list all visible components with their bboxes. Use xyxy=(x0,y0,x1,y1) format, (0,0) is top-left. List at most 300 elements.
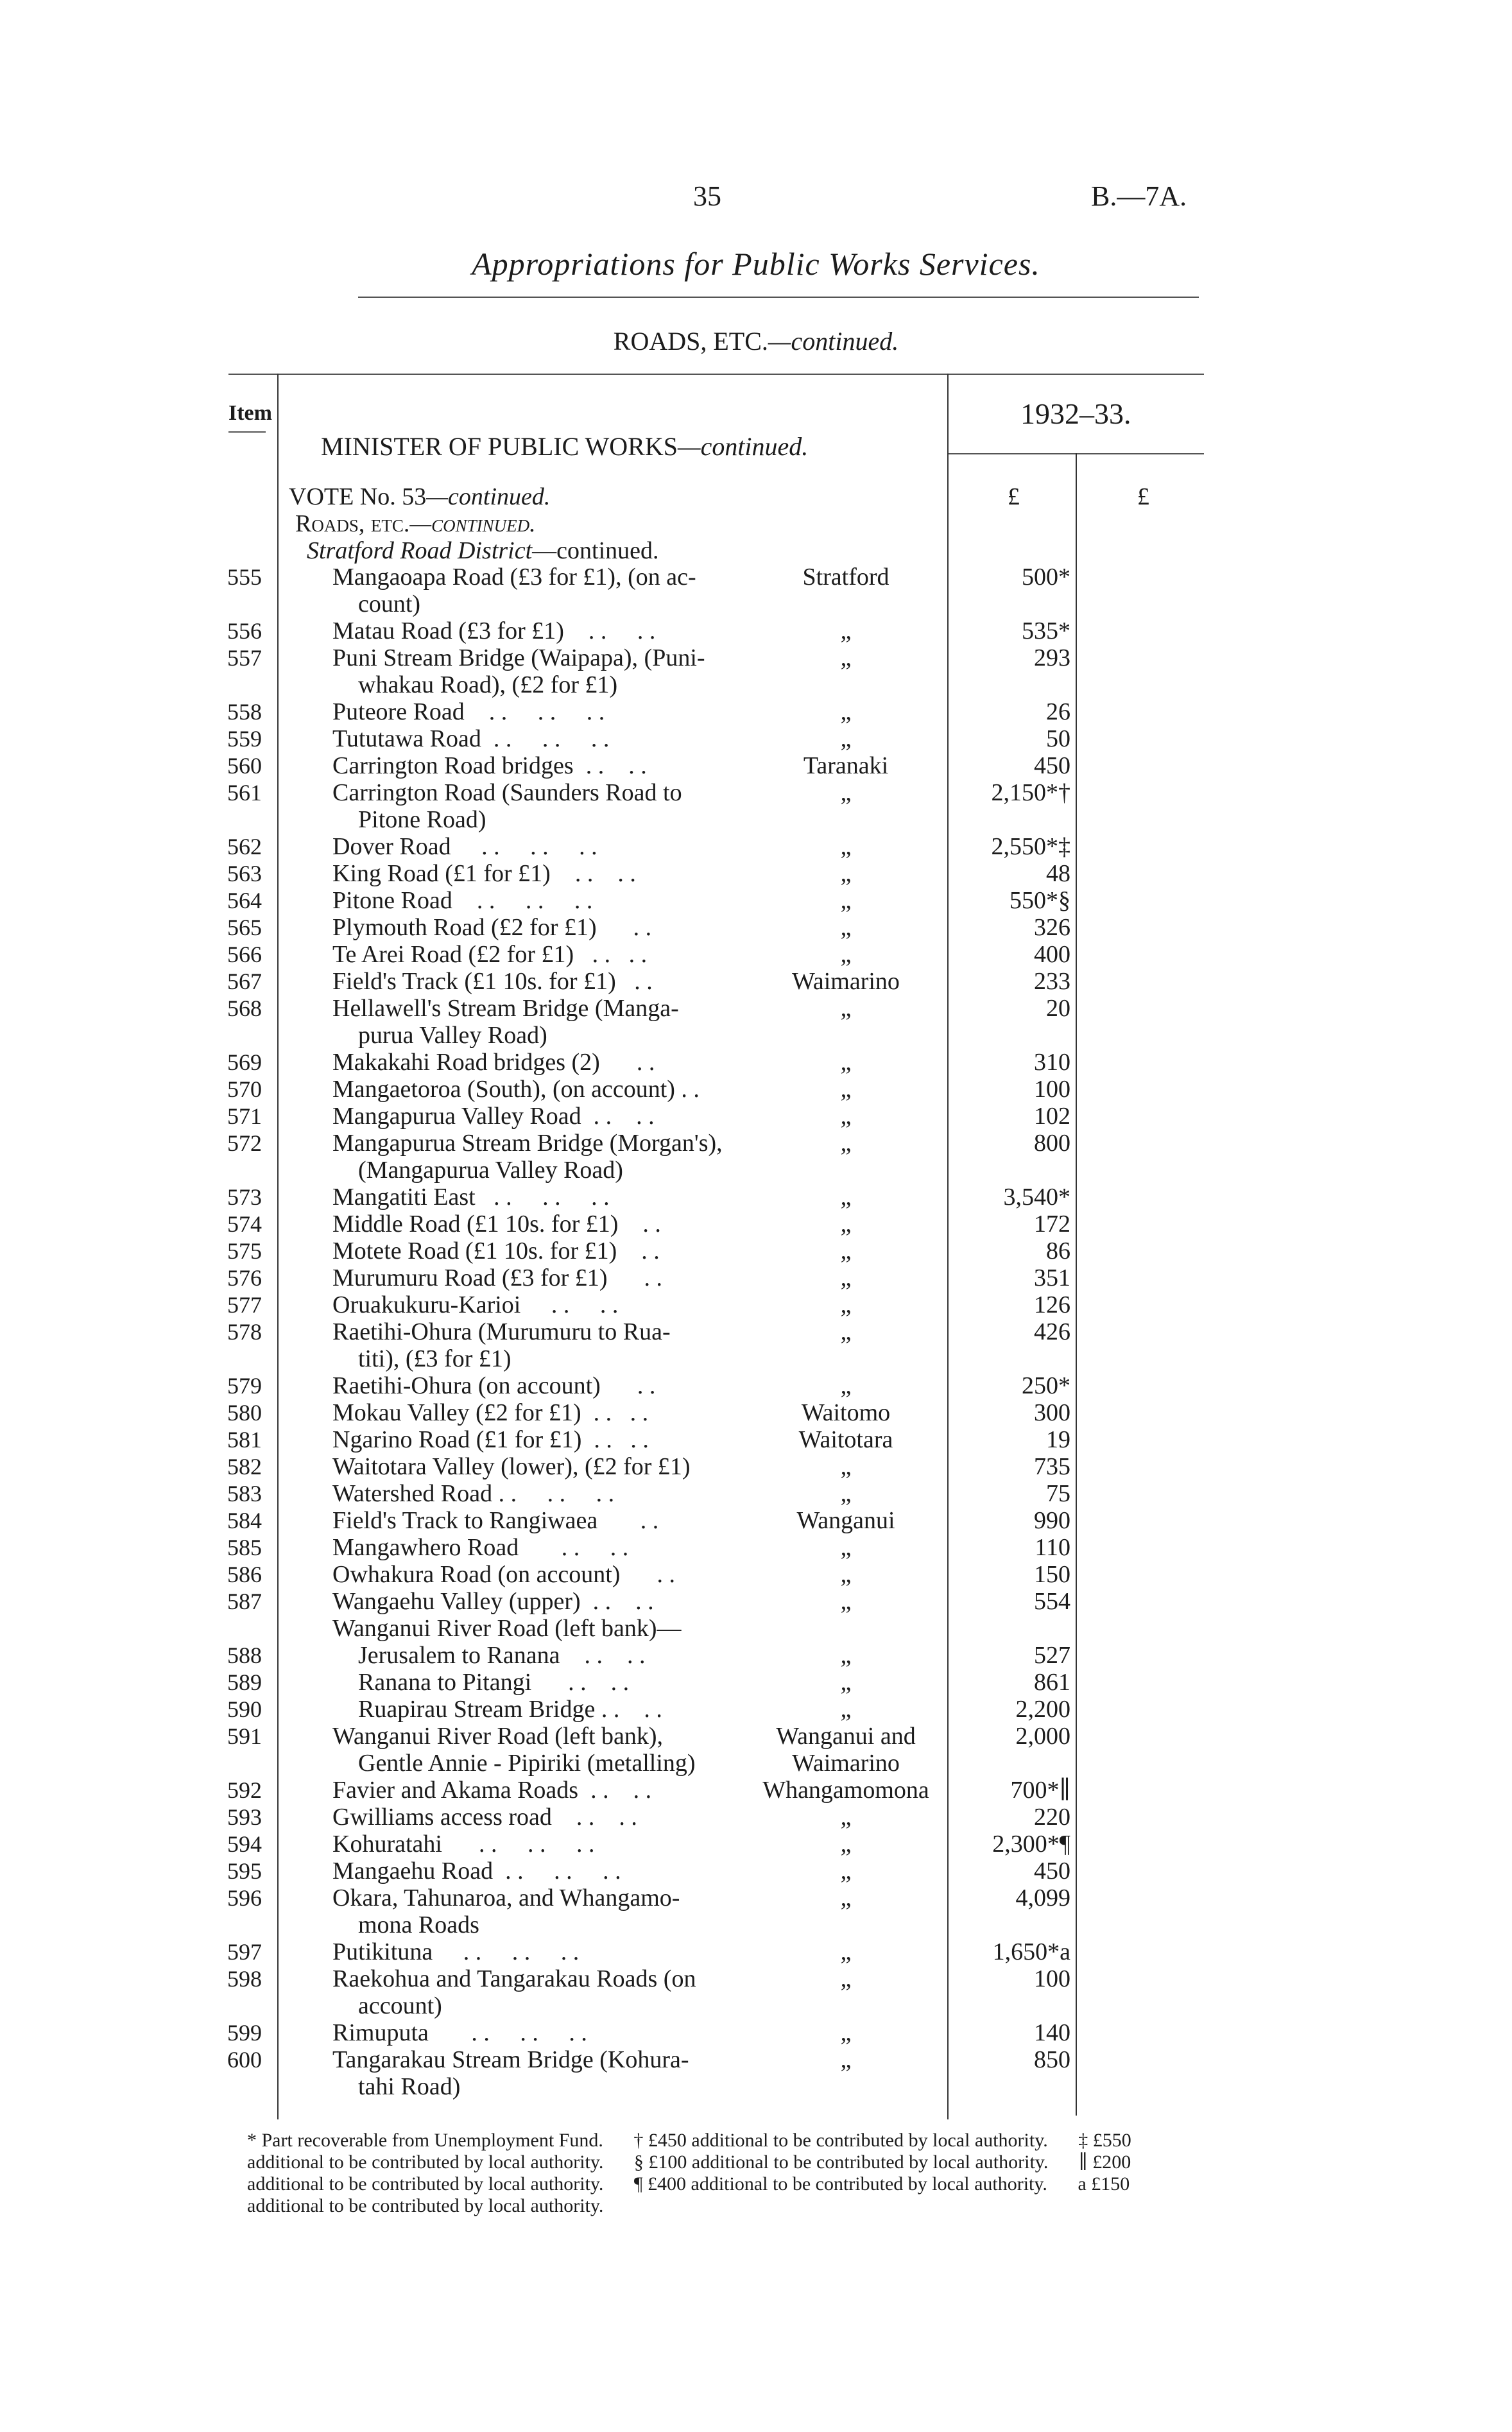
item-number: 575 xyxy=(227,1238,262,1264)
item-amount: 2,550*‡ xyxy=(991,833,1070,860)
table-row xyxy=(0,1049,1512,1076)
description-line: King Road (£1 for £1) . . . . xyxy=(332,860,636,887)
table-row xyxy=(0,1723,1512,1777)
item-amount: 426 xyxy=(1034,1318,1070,1345)
item-district xyxy=(756,1049,936,1076)
item-description xyxy=(332,1130,756,1184)
header-year: 1932–33. xyxy=(1020,397,1131,430)
description-line: Motete Road (£1 10s. for £1) . . xyxy=(332,1238,660,1264)
section-suffix: —continued. xyxy=(768,327,899,356)
item-number: 570 xyxy=(227,1076,262,1102)
item-amount: 550*§ xyxy=(1009,887,1070,914)
table-row xyxy=(0,1184,1512,1211)
item-district xyxy=(756,1103,936,1130)
table-row xyxy=(0,2019,1512,2046)
district-line: „ xyxy=(840,1669,852,1696)
item-number: 591 xyxy=(227,1723,262,1749)
table-row xyxy=(0,617,1512,644)
district-line: Waitomo xyxy=(801,1399,891,1426)
table-row xyxy=(0,1696,1512,1723)
item-district xyxy=(756,887,936,914)
description-line: Ngarino Road (£1 for £1) . . . . xyxy=(332,1426,649,1453)
district-line: Waitotara xyxy=(798,1426,893,1453)
item-district xyxy=(756,698,936,725)
description-line: Jerusalem to Ranana . . . . xyxy=(358,1642,646,1669)
district-line: „ xyxy=(840,1938,852,1965)
item-number: 581 xyxy=(227,1427,262,1453)
table-row xyxy=(0,1831,1512,1858)
item-description xyxy=(332,941,756,968)
item-number: 559 xyxy=(227,726,262,752)
pound-column-2: £ xyxy=(1137,483,1149,510)
item-amount: 20 xyxy=(1046,995,1070,1022)
item-description xyxy=(332,1238,756,1264)
table-row xyxy=(0,860,1512,887)
table-row xyxy=(0,1965,1512,2019)
item-amount: 2,200 xyxy=(1015,1696,1070,1723)
item-amount: 100 xyxy=(1034,1076,1070,1103)
table-row xyxy=(0,1777,1512,1804)
item-district xyxy=(756,1858,936,1884)
item-description xyxy=(332,1372,756,1399)
table-row xyxy=(0,1291,1512,1318)
item-district xyxy=(756,1130,936,1157)
item-description xyxy=(332,1480,756,1507)
item-description xyxy=(332,1184,756,1211)
district-line: „ xyxy=(840,833,852,860)
item-amount: 102 xyxy=(1034,1103,1070,1130)
pound-column-1: £ xyxy=(1008,483,1020,510)
district-line: „ xyxy=(840,1965,852,1992)
district-line: „ xyxy=(840,1238,852,1264)
table-row xyxy=(0,995,1512,1049)
item-district xyxy=(756,1453,936,1480)
table-row xyxy=(0,1211,1512,1238)
table-top-rule xyxy=(228,374,1204,375)
table-row xyxy=(0,1884,1512,1938)
item-description xyxy=(332,833,756,860)
item-description xyxy=(332,2019,756,2046)
item-number: 600 xyxy=(227,2047,262,2073)
item-description xyxy=(332,1318,756,1372)
table-row xyxy=(0,1453,1512,1480)
item-amount: 700*∥ xyxy=(1010,1777,1070,1804)
district-line: „ xyxy=(840,2019,852,2046)
description-line: Mangatiti East . . . . . . xyxy=(332,1184,610,1211)
item-amount: 3,540* xyxy=(1003,1184,1070,1211)
item-description xyxy=(332,1723,756,1777)
item-district xyxy=(756,564,936,591)
description-line: Puni Stream Bridge (Waipapa), (Puni- xyxy=(332,644,705,671)
item-description xyxy=(332,1507,756,1534)
item-number: 587 xyxy=(227,1589,262,1614)
item-number: 555 xyxy=(227,564,262,590)
item-number: 574 xyxy=(227,1211,262,1237)
item-number: 556 xyxy=(227,618,262,644)
item-description xyxy=(358,1642,782,1669)
item-number: 588 xyxy=(227,1643,262,1668)
item-amount: 126 xyxy=(1034,1291,1070,1318)
district-line: „ xyxy=(840,644,852,671)
item-amount: 150 xyxy=(1034,1561,1070,1588)
district-line: „ xyxy=(840,1130,852,1157)
district-line: „ xyxy=(840,779,852,806)
item-number: 561 xyxy=(227,780,262,806)
item-amount: 26 xyxy=(1046,698,1070,725)
item-district xyxy=(756,1184,936,1211)
item-number: 585 xyxy=(227,1535,262,1560)
vote-title: VOTE No. 53 xyxy=(289,483,427,510)
item-description xyxy=(332,1777,756,1804)
item-amount: 48 xyxy=(1046,860,1070,887)
item-amount: 450 xyxy=(1034,1858,1070,1884)
district-line: „ xyxy=(840,995,852,1022)
footnote: † £450 additional to be contributed by local authority. xyxy=(633,2130,1048,2151)
table-row xyxy=(0,941,1512,968)
item-number: 565 xyxy=(227,915,262,940)
item-district xyxy=(756,1642,936,1669)
district-title: Stratford Road District xyxy=(307,537,533,564)
item-description xyxy=(332,1453,756,1480)
item-description xyxy=(332,1615,756,1642)
item-description xyxy=(332,1076,756,1103)
item-district xyxy=(756,860,936,887)
district-line: „ xyxy=(840,698,852,725)
table-row xyxy=(0,887,1512,914)
district-line: „ xyxy=(840,1858,852,1884)
description-line: Okara, Tahunaroa, and Whangamo- xyxy=(332,1884,680,1911)
table-row xyxy=(0,1372,1512,1399)
description-line: Raetihi-Ohura (on account) . . xyxy=(332,1372,656,1399)
roads-line xyxy=(295,510,536,538)
item-description xyxy=(332,1831,756,1858)
item-description xyxy=(332,968,756,995)
section-heading xyxy=(0,326,1512,356)
description-line: Putikituna . . . . . . xyxy=(332,1938,580,1965)
item-number: 583 xyxy=(227,1481,262,1506)
district-line: Wanganui and xyxy=(776,1723,916,1750)
item-amount: 75 xyxy=(1046,1480,1070,1507)
table-row xyxy=(0,1103,1512,1130)
item-number: 569 xyxy=(227,1049,262,1075)
footnote: ¶ £400 additional to be contributed by local authority. xyxy=(633,2173,1047,2195)
item-number: 576 xyxy=(227,1265,262,1291)
item-district xyxy=(756,1804,936,1831)
item-district xyxy=(756,1372,936,1399)
item-number: 557 xyxy=(227,645,262,671)
item-description xyxy=(332,752,756,779)
roads-suffix: —continued. xyxy=(409,510,536,537)
description-line: Oruakukuru-Karioi . . . . xyxy=(332,1291,619,1318)
item-description xyxy=(332,1804,756,1831)
description-line: Mangaehu Road . . . . . . xyxy=(332,1858,621,1884)
page-title: Appropriations for Public Works Services. xyxy=(472,246,1040,282)
table-row xyxy=(0,1588,1512,1615)
item-description xyxy=(332,2046,756,2100)
district-line: „ xyxy=(840,1184,852,1211)
item-number: 567 xyxy=(227,969,262,994)
minister-title: MINISTER OF PUBLIC WORKS xyxy=(321,432,678,461)
item-number: 566 xyxy=(227,942,262,967)
item-amount: 4,099 xyxy=(1015,1884,1070,1911)
item-district xyxy=(756,1291,936,1318)
item-number: 582 xyxy=(227,1454,262,1479)
item-district xyxy=(756,1723,936,1777)
description-line: Ruapirau Stream Bridge . . . . xyxy=(358,1696,662,1723)
item-description xyxy=(332,1534,756,1561)
item-description xyxy=(332,698,756,725)
description-line: Hellawell's Stream Bridge (Manga- xyxy=(332,995,679,1022)
item-district xyxy=(756,2019,936,2046)
item-district xyxy=(756,1669,936,1696)
table-row xyxy=(0,1804,1512,1831)
district-line: „ xyxy=(840,1884,852,1911)
footnote: ∥ £200 additional to be contributed by local authority. xyxy=(247,2152,1131,2195)
item-description xyxy=(358,1696,782,1723)
description-continuation: mona Roads xyxy=(358,1911,479,1938)
description-line: Makakahi Road bridges (2) . . xyxy=(332,1049,655,1076)
item-amount: 2,000 xyxy=(1015,1723,1070,1750)
item-number: 593 xyxy=(227,1804,262,1830)
item-amount: 110 xyxy=(1035,1534,1070,1561)
item-district xyxy=(756,968,936,995)
item-amount: 527 xyxy=(1034,1642,1070,1669)
item-number: 596 xyxy=(227,1885,262,1911)
item-amount: 326 xyxy=(1034,914,1070,941)
header-minister xyxy=(321,431,808,461)
item-district xyxy=(756,995,936,1022)
title-rule xyxy=(358,297,1199,298)
district-line: „ xyxy=(840,1804,852,1831)
item-amount: 140 xyxy=(1034,2019,1070,2046)
district-line: „ xyxy=(840,1372,852,1399)
document-reference: B.—7A. xyxy=(1091,180,1187,212)
table-row xyxy=(0,1076,1512,1103)
item-amount: 2,300*¶ xyxy=(992,1831,1070,1858)
item-number: 563 xyxy=(227,861,262,886)
item-amount: 1,650*a xyxy=(992,1938,1070,1965)
description-line: Tututawa Road . . . . . . xyxy=(332,725,610,752)
item-number: 577 xyxy=(227,1292,262,1318)
item-description xyxy=(332,1211,756,1238)
item-district xyxy=(756,1884,936,1911)
description-line: Wanganui River Road (left bank)— xyxy=(332,1615,682,1642)
table-row xyxy=(0,564,1512,617)
table-row xyxy=(0,2046,1512,2100)
district-line: „ xyxy=(840,1264,852,1291)
item-number: 595 xyxy=(227,1858,262,1884)
description-line: Mokau Valley (£2 for £1) . . . . xyxy=(332,1399,649,1426)
item-district xyxy=(756,1238,936,1264)
description-line: Field's Track to Rangiwaea . . xyxy=(332,1507,659,1534)
district-line: „ xyxy=(840,1076,852,1103)
district-line: „ xyxy=(840,914,852,941)
item-number: 592 xyxy=(227,1777,262,1803)
footnote: ‡ £550 additional to be contributed by local authority. xyxy=(247,2130,1131,2173)
district-line: „ xyxy=(840,1588,852,1615)
item-description xyxy=(332,995,756,1049)
table-row xyxy=(0,1238,1512,1264)
district-line: „ xyxy=(840,725,852,752)
item-district xyxy=(756,1076,936,1103)
item-district xyxy=(756,1399,936,1426)
table-row xyxy=(0,1642,1512,1669)
item-district xyxy=(756,1696,936,1723)
item-amount: 535* xyxy=(1022,617,1070,644)
item-number: 573 xyxy=(227,1184,262,1210)
district-suffix: —continued. xyxy=(532,537,659,564)
vote-line xyxy=(289,483,550,511)
item-amount: 86 xyxy=(1046,1238,1070,1264)
district-line: „ xyxy=(840,887,852,914)
item-number: 586 xyxy=(227,1562,262,1587)
table-row xyxy=(0,1507,1512,1534)
district-line: Whangamomona xyxy=(762,1777,929,1804)
description-continuation: whakau Road), (£2 for £1) xyxy=(358,671,618,698)
description-line: Middle Road (£1 10s. for £1) . . xyxy=(332,1211,661,1238)
district-line: „ xyxy=(840,1696,852,1723)
item-amount: 250* xyxy=(1022,1372,1070,1399)
item-district xyxy=(756,1211,936,1238)
item-description xyxy=(332,1965,756,2019)
item-description xyxy=(332,914,756,941)
item-number: 564 xyxy=(227,888,262,913)
district-line: „ xyxy=(840,1642,852,1669)
item-amount: 351 xyxy=(1034,1264,1070,1291)
item-number: 590 xyxy=(227,1696,262,1722)
item-number: 597 xyxy=(227,1939,262,1965)
table-row xyxy=(0,1318,1512,1372)
description-line: Wanganui River Road (left bank), xyxy=(332,1723,664,1750)
item-amount: 293 xyxy=(1034,644,1070,671)
vote-suffix: —continued. xyxy=(426,483,551,510)
description-line: Mangaoapa Road (£3 for £1), (on ac- xyxy=(332,564,696,591)
item-district xyxy=(756,1965,936,1992)
item-description xyxy=(332,1426,756,1453)
minister-suffix: —continued. xyxy=(678,432,809,461)
district-line: „ xyxy=(840,1534,852,1561)
item-number: 572 xyxy=(227,1130,262,1156)
description-line: Ranana to Pitangi . . . . xyxy=(358,1669,630,1696)
description-line: Mangaetoroa (South), (on account) . . xyxy=(332,1076,700,1103)
item-district xyxy=(756,1318,936,1345)
item-amount: 220 xyxy=(1034,1804,1070,1831)
district-line: „ xyxy=(840,1561,852,1588)
item-amount: 100 xyxy=(1034,1965,1070,1992)
description-line: Kohuratahi . . . . . . xyxy=(332,1831,595,1858)
table-row xyxy=(0,1130,1512,1184)
description-line: Favier and Akama Roads . . . . xyxy=(332,1777,652,1804)
description-line: Mangapurua Stream Bridge (Morgan's), xyxy=(332,1130,723,1157)
item-district xyxy=(756,914,936,941)
item-district xyxy=(756,1480,936,1507)
item-number: 580 xyxy=(227,1400,262,1426)
item-description xyxy=(332,1588,756,1615)
item-description xyxy=(332,1049,756,1076)
item-number: 599 xyxy=(227,2020,262,2046)
header-item: Item xyxy=(228,401,272,425)
section-title: ROADS, ETC. xyxy=(613,327,768,356)
footnote: § £100 additional to be contributed by local authority. xyxy=(633,2152,1049,2173)
table-row xyxy=(0,1480,1512,1507)
item-district xyxy=(756,752,936,779)
table-row xyxy=(0,914,1512,941)
description-continuation: titi), (£3 for £1) xyxy=(358,1345,511,1372)
item-district xyxy=(756,1777,936,1804)
item-amount: 2,150*† xyxy=(991,779,1070,806)
item-description xyxy=(332,779,756,833)
item-number: 568 xyxy=(227,996,262,1021)
item-amount: 300 xyxy=(1034,1399,1070,1426)
item-amount: 400 xyxy=(1034,941,1070,968)
district-line: Waimarino xyxy=(792,1750,900,1777)
district-line: „ xyxy=(840,1103,852,1130)
description-line: Dover Road . . . . . . xyxy=(332,833,597,860)
district-line: „ xyxy=(840,1453,852,1480)
item-description xyxy=(332,1291,756,1318)
item-description xyxy=(332,1561,756,1588)
item-description xyxy=(332,1884,756,1938)
item-district xyxy=(756,644,936,671)
item-amount: 850 xyxy=(1034,2046,1070,2073)
description-line: Puteore Road . . . . . . xyxy=(332,698,605,725)
item-number: 578 xyxy=(227,1319,262,1345)
item-amount: 990 xyxy=(1034,1507,1070,1534)
footnote: a £150 additional to be contributed by local authority. xyxy=(247,2173,1130,2216)
district-line: „ xyxy=(840,1049,852,1076)
item-district xyxy=(756,1588,936,1615)
item-district xyxy=(756,1534,936,1561)
item-district xyxy=(756,1507,936,1534)
description-continuation: account) xyxy=(358,1992,442,2019)
item-district xyxy=(756,833,936,860)
district-line: Wanganui xyxy=(796,1507,895,1534)
description-line: Rimuputa . . . . . . xyxy=(332,2019,587,2046)
item-number: 584 xyxy=(227,1508,262,1533)
district-line: „ xyxy=(840,1211,852,1238)
district-line: „ xyxy=(840,1318,852,1345)
item-district xyxy=(756,1831,936,1858)
table-row xyxy=(0,644,1512,698)
item-amount: 861 xyxy=(1034,1669,1070,1696)
item-number: 598 xyxy=(227,1966,262,1992)
item-amount: 554 xyxy=(1034,1588,1070,1615)
table-row xyxy=(0,779,1512,833)
item-amount: 172 xyxy=(1034,1211,1070,1238)
description-line: Plymouth Road (£2 for £1) . . xyxy=(332,914,652,941)
district-line: Waimarino xyxy=(792,968,900,995)
table-row xyxy=(0,1399,1512,1426)
district-line: „ xyxy=(840,1480,852,1507)
item-district xyxy=(756,1938,936,1965)
district-line xyxy=(307,537,659,565)
item-number: 562 xyxy=(227,834,262,859)
table-row xyxy=(0,1264,1512,1291)
description-line: Waitotara Valley (lower), (£2 for £1) xyxy=(332,1453,691,1480)
district-line: Taranaki xyxy=(803,752,889,779)
description-line: Owhakura Road (on account) . . xyxy=(332,1561,675,1588)
item-underline xyxy=(228,431,266,433)
item-district xyxy=(756,779,936,806)
item-number: 594 xyxy=(227,1831,262,1857)
district-line: „ xyxy=(840,1831,852,1858)
description-line: Gwilliams access road . . . . xyxy=(332,1804,637,1831)
item-number: 589 xyxy=(227,1669,262,1695)
item-district xyxy=(756,1426,936,1453)
table-row xyxy=(0,1938,1512,1965)
table-row xyxy=(0,1534,1512,1561)
table-row xyxy=(0,1426,1512,1453)
